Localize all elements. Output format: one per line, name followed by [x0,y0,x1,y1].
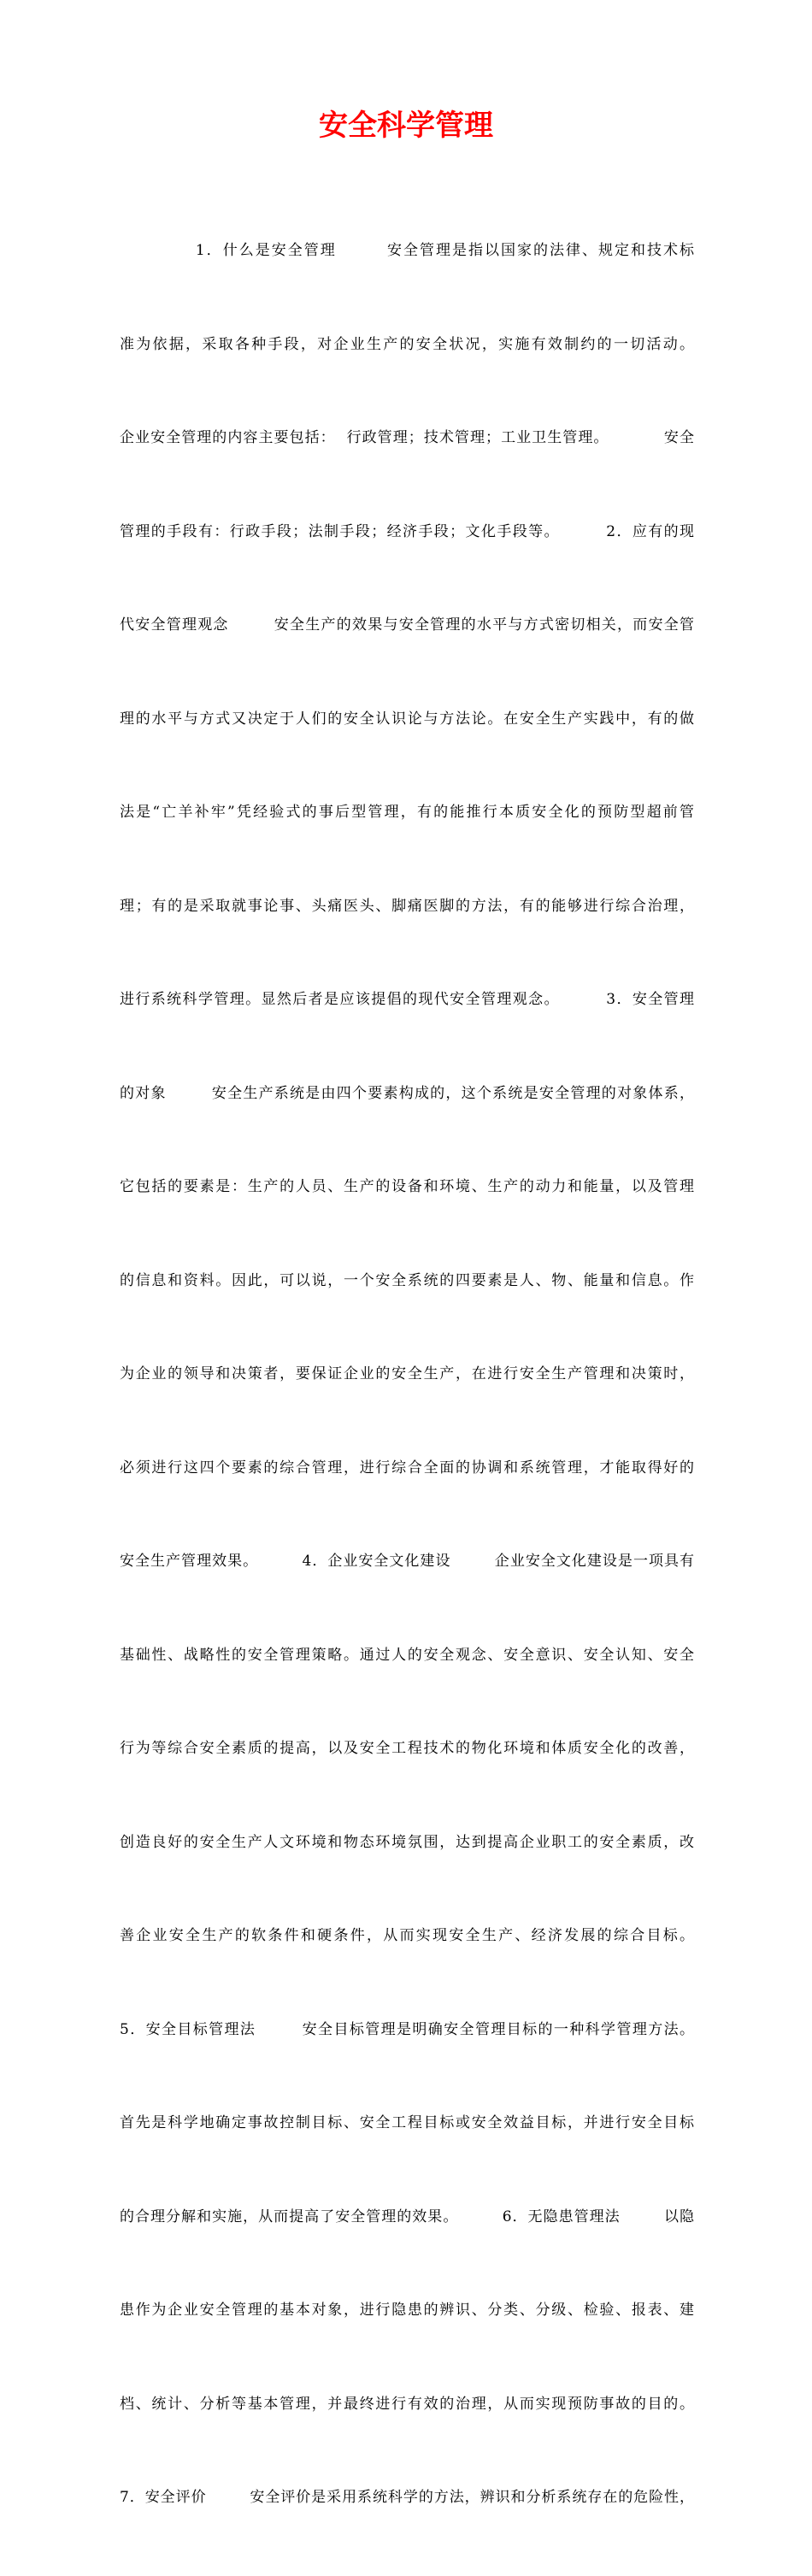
document-title: 安全科学管理 [319,109,493,143]
document-body [120,173,694,2576]
body-line: 7．安全评价 安全评价是采用系统科学的方法，辨识和分析系统存在的危险性， [120,2489,694,2506]
body-line: 善企业安全生产的软条件和硬条件，从而实现安全生产、经济发展的综合目标。 [120,1927,694,1944]
body-line: 理的水平与方式又决定于人们的安全认识论与方法论。在安全生产实践中，有的做 [120,710,694,728]
body-line: 准为依据，采取各种手段，对企业生产的安全状况，实施有效制约的一切活动。 [120,335,694,353]
body-line: 它包括的要素是：生产的人员、生产的设备和环境、生产的动力和能量，以及管理 [120,1178,694,1195]
body-line: 必须进行这四个要素的综合管理，进行综合全面的协调和系统管理，才能取得好的 [120,1459,694,1477]
body-line: 的信息和资料。因此，可以说，一个安全系统的四要素是人、物、能量和信息。作 [120,1271,694,1289]
body-line: 为企业的领导和决策者，要保证企业的安全生产，在进行安全生产管理和决策时， [120,1365,694,1382]
body-line: 理；有的是采取就事论事、头痛医头、脚痛医脚的方法，有的能够进行综合治理， [120,897,694,915]
body-line: 首先是科学地确定事故控制目标、安全工程目标或安全效益目标，并进行安全目标 [120,2114,694,2131]
body-line: 患作为企业安全管理的基本对象，进行隐患的辨识、分类、分级、检验、报表、建 [120,2302,694,2319]
body-line: 企业安全管理的内容主要包括： 行政管理；技术管理；工业卫生管理。 安全 [120,429,694,446]
body-line: 创造良好的安全生产人文环境和物态环境氛围，达到提高企业职工的安全素质，改 [120,1833,694,1851]
body-line: 代安全管理观念 安全生产的效果与安全管理的水平与方式密切相关，而安全管 [120,616,694,634]
body-line: 行为等综合安全素质的提高，以及安全工程技术的物化环境和体质安全化的改善， [120,1740,694,1757]
body-line: 法是“亡羊补牢”凭经验式的事后型管理，有的能推行本质安全化的预防型超前管 [120,804,694,821]
body-line: 的对象 安全生产系统是由四个要素构成的，这个系统是安全管理的对象体系， [120,1084,694,1102]
body-line: 5．安全目标管理法 安全目标管理是明确安全管理目标的一种科学管理方法。 [120,2020,694,2038]
body-line: 1．什么是安全管理 安全管理是指以国家的法律、规定和技术标 [120,242,694,259]
body-line: 管理的手段有：行政手段；法制手段；经济手段；文化手段等。 2．应有的现 [120,522,694,540]
body-line: 档、统计、分析等基本管理，并最终进行有效的治理，从而实现预防事故的目的。 [120,2395,694,2413]
body-line: 安全生产管理效果。 4．企业安全文化建设 企业安全文化建设是一项具有 [120,1553,694,1570]
body-line: 基础性、战略性的安全管理策略。通过人的安全观念、安全意识、安全认知、安全 [120,1646,694,1664]
body-line: 的合理分解和实施，从而提高了安全管理的效果。 6．无隐患管理法 以隐 [120,2208,694,2225]
body-line: 进行系统科学管理。显然后者是应该提倡的现代安全管理观念。 3．安全管理 [120,991,694,1008]
